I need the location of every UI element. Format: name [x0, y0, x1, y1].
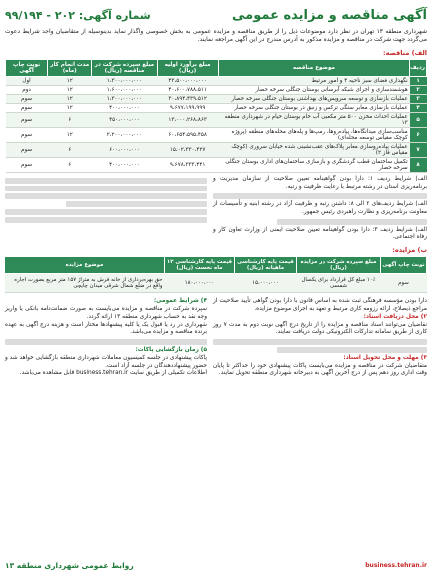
- text-line-placeholder: [5, 193, 207, 199]
- row-estimate: ۹،۶۷۷،۱۹۹،۹۹۹: [157, 103, 218, 112]
- row-deposit: ۱،۳۰۰،۰۰۰،۰۰۰: [92, 94, 157, 103]
- row-duration: ۱۲: [48, 85, 92, 94]
- row-deposit: ۶۰۰،۰۰۰،۰۰۰: [92, 142, 157, 157]
- row-number: ۴: [410, 103, 427, 112]
- row-duration: ۶: [48, 157, 92, 172]
- terms-heading: ۴) شرایط عمومی:: [153, 298, 207, 305]
- general-terms-area: [5, 298, 427, 378]
- terms-paragraph: متقاضیان شرکت در مناقصه و مزایده می‌بایست پاکات پیشنهادی خود را حداکثر تا پایان وقت اداری روز دهم پس از درج آخرین آگهی به دبیرخانه شهرداری منطقه تحویل نمایند.: [213, 362, 427, 377]
- row-round: دوم: [6, 85, 48, 94]
- intro-paragraph: شهرداری منطقه ۱۳ تهران در نظر دارد موضوعات ذیل را از طریق مناقصه و مزایده عمومی به بخش خصوصی واگذار نماید بدینوسیله از متقاضیان واجد شرایط دعوت می‌گردد جهت شرکت در مناقصه و مزایده مذکور به آدرس مندرج در این آگهی مراجعه نمایند.: [5, 28, 427, 44]
- ad-title: آگهی مناقصه و مزایده عمومی: [232, 7, 427, 23]
- terms-paragraph: پاکات پیشنهادی در جلسه کمیسیون معاملات شهرداری منطقه بازگشایی خواهد شد و حضور پیشنهاددهندگان در جلسه آزاد است.: [5, 354, 207, 369]
- row-subject: عملیات احداث مخزن ۵۰۰ متر مکعبی آب خام بوستان خیام در شهرداری منطقه ۱۳: [218, 112, 410, 127]
- col-header-estimate: مبلغ برآورد اولیه (ریال): [157, 59, 218, 76]
- text-line-placeholder: [5, 217, 207, 223]
- auction-col-subject: موضوع مزایده: [5, 257, 165, 274]
- terms-paragraph: اطلاعات تکمیلی از طریق سایت business.tehran.ir قابل مشاهده می‌باشد.: [19, 370, 207, 377]
- row-estimate: ۳۰،۸۹۴،۴۳۹،۵۱۲: [157, 94, 218, 103]
- row-deposit: ۱،۳۰۰،۰۰۰،۰۰۰: [92, 76, 157, 85]
- row-number: ۷: [410, 142, 427, 157]
- row-deposit: ۴۰۰،۰۰۰،۰۰۰: [92, 103, 157, 112]
- text-line-placeholder: [277, 347, 427, 353]
- row-estimate: ۹،۶۷۸،۳۳۳،۴۴۱: [157, 157, 218, 172]
- table-row: [6, 103, 427, 112]
- auction-header-row: [5, 257, 427, 274]
- ad-number: شماره آگهی: ۲۰۲ - ۹۹/۱۹۴: [5, 8, 151, 22]
- text-line-placeholder: [5, 186, 207, 192]
- row-number: ۸: [410, 157, 427, 172]
- row-round: سوم: [6, 127, 48, 142]
- ad-header: [5, 4, 427, 26]
- table-row: [6, 94, 427, 103]
- table-row: [6, 157, 427, 172]
- auction-monthly: ۱۵،۰۰۰،۰۰۰: [235, 274, 297, 293]
- auction-round: سوم: [381, 274, 427, 293]
- tender-section-label: الف) مناقصه:: [383, 48, 427, 57]
- tender-conditions: [213, 176, 427, 242]
- row-number: ۳: [410, 94, 427, 103]
- row-round: سوم: [6, 103, 48, 112]
- terms-paragraph: نقاضیان می‌توانند اسناد مناقصه و مزایده را از تاریخ درج آگهی نوبت دوم به مدت ۷ روز کاری از طریق سامانه تدارکات الکترونیکی دولت دریافت نمایند.: [213, 321, 427, 336]
- col-header-row-number: ردیف: [410, 59, 427, 76]
- condition-item-2: الف) شرایط ردیف‌های ۲ الی ۸: داشتن رتبه و ظرفیت آزاد در رشته ابنیه و تأسیسات از معاونت برنامه‌ریزی و نظارت راهبردی رئیس جمهور.: [213, 201, 427, 215]
- auction-subject: حق بهره‌برداری از خانه فرش به متراژ ۱۵۷ متر مربع بصورت اجاره واقع در ضلع شمال شرقی میدان چایچی: [5, 274, 165, 293]
- text-line-placeholder: [66, 201, 207, 207]
- row-duration: ۱۲: [48, 103, 92, 112]
- terms-paragraph: شهرداری در رد یا قبول یک یا کلیه پیشنهادها مختار است و هزینه درج آگهی به عهده برنده مناقصه و مزایده می‌باشد.: [5, 321, 207, 336]
- auction-section-label: ب) مزایده:: [392, 246, 427, 255]
- text-line-placeholder: [213, 193, 427, 199]
- col-header-duration: مدت انجام کار (ماه): [48, 59, 92, 76]
- row-duration: ۶: [48, 142, 92, 157]
- terms-paragraph: دارا بودن مؤسسه فرهنگی ثبت شده به اساس قانون با دارا بودن گواهی تأیید صلاحیت از مراجع ذیصلاح، ارائه رزومه کاری مرتبط و تعهد به اجرای موضوع مزایده.: [213, 298, 427, 312]
- auction-table: [4, 256, 427, 293]
- row-duration: ۱۲: [48, 76, 92, 85]
- row-subject: عملیات پیاده‌روسازی معابر پلاک‌های عقب‌نشینی شده خیابان سروری (کوچک مقیاس فاز ۲): [218, 142, 410, 157]
- row-round: اول: [6, 76, 48, 85]
- row-estimate: ۶۰،۶۵۴،۵۹۵،۴۵۸: [157, 127, 218, 142]
- public-relations-badge: روابط عمومی شهرداری منطقه ۱۳: [5, 560, 134, 570]
- row-number: ۵: [410, 112, 427, 127]
- table-row: [6, 142, 427, 157]
- row-deposit: ۲،۲۰۰،۰۰۰،۰۰۰: [92, 127, 157, 142]
- row-number: ۱: [410, 76, 427, 85]
- row-round: سوم: [6, 142, 48, 157]
- row-duration: ۶: [48, 112, 92, 127]
- row-subject: عملیات بازسازی معابر سنگی ترکس و زنبق در بوستان جنگلی سرخه حصار: [218, 103, 410, 112]
- row-estimate: ۴۳،۵۰۰،۰۰۰،۰۰۰: [157, 76, 218, 85]
- row-deposit: ۴۰۰،۰۰۰،۰۰۰: [92, 157, 157, 172]
- table-row: [6, 127, 427, 142]
- row-number: ۲: [410, 85, 427, 94]
- text-line-placeholder: [213, 339, 427, 345]
- row-estimate: ۱۵،۰۲،۳۳۰،۴۲۷: [157, 142, 218, 157]
- auction-col-monthly: قیمت پایه کارشناسی ماهیانه (ریال): [235, 257, 297, 274]
- auction-col-round: نوبت چاپ آگهی: [381, 257, 427, 274]
- row-subject: هوشمندسازی و اجرای شبکه آبرسانی بوستان جنگلی سرخه حصار: [218, 85, 410, 94]
- auction-deposit: ۱۰٪ مبلغ کل قرارداد برای یکسال شمسی: [297, 274, 381, 293]
- tender-table: [5, 59, 427, 173]
- ad-footer: [5, 558, 427, 572]
- auction-col-deposit: مبلغ سپرده شرکت در مزایده (ریال): [297, 257, 381, 274]
- text-line-placeholder: [5, 339, 207, 345]
- table-row: [6, 112, 427, 127]
- auction-yearly: ۱۸۰،۰۰۰،۰۰۰: [165, 274, 235, 293]
- col-header-deposit: مبلغ سپرده شرکت در مناقصه (ریال): [92, 59, 157, 76]
- tender-header-row: [6, 59, 427, 76]
- terms-right-column: [213, 298, 427, 378]
- row-subject: عملیات بازسازی و توسعه سرویس‌های بهداشتی بوستان جنگلی سرخه حصار: [218, 94, 410, 103]
- row-round: سوم: [6, 94, 48, 103]
- row-subject: تکمیل ساختمان قطب گردشگری و بازسازی ساختمان‌های اداری بوستان جنگلی سرخه حصار: [218, 157, 410, 172]
- auction-notes: [5, 176, 207, 242]
- terms-heading: ۳) مهلت و محل تحویل اسناد:: [343, 354, 427, 361]
- row-estimate: ۱۳،۰۰۰،۲۶۸،۸۶۳: [157, 112, 218, 127]
- row-deposit: ۴۵۰،۰۰۰،۰۰۰: [92, 112, 157, 127]
- terms-heading: ۵) زمان بازگشایی پاکات:: [135, 346, 207, 353]
- conditions-area: [5, 176, 427, 242]
- auction-col-yearly: قیمت پایه کارشناسی ۱۲ ماه نخست (ریال): [165, 257, 235, 274]
- condition-item-3: الف) شرایط ردیف ۳: دارا بودن گواهینامه تعیین صلاحیت ایمنی از وزارت تعاون کار و رفاه اجتماعی.: [213, 226, 427, 241]
- table-row: [6, 76, 427, 85]
- terms-left-column: [5, 298, 207, 378]
- terms-heading: ۲) محل دریافت اسناد:: [363, 313, 427, 320]
- text-line-placeholder: [277, 219, 427, 225]
- col-header-round: نوبت چاپ آگهی: [6, 59, 48, 76]
- condition-item-1: الف) شرایط ردیف ۱: دارا بودن گواهینامه تعیین صلاحیت از سازمان مدیریت و برنامه‌ریزی استان در رشته مرتبط با رعایت ظرفیت و رتبه.: [213, 175, 427, 190]
- row-round: سوم: [6, 157, 48, 172]
- text-line-placeholder: [5, 178, 207, 184]
- website-link[interactable]: business.tehran.ir: [365, 561, 427, 569]
- row-deposit: ۱،۶۰۰،۰۰۰،۰۰۰: [92, 85, 157, 94]
- row-round: سوم: [6, 112, 48, 127]
- row-estimate: ۴۰،۶۰۰،۷۸۸،۵۱۱: [157, 85, 218, 94]
- col-header-subject: موضوع مناقصه: [218, 59, 410, 76]
- row-subject: مناسب‌سازی میدانگاه‌ها، پیاده‌روها، رمپ‌ها و پله‌های محله‌های منطقه (پروژه کوچک مقیاس توسعه محله‌ای): [218, 127, 410, 142]
- row-number: ۶: [410, 127, 427, 142]
- table-row: [5, 274, 427, 293]
- text-line-placeholder: [5, 209, 207, 215]
- row-duration: ۱۲: [48, 127, 92, 142]
- row-duration: ۱۲: [48, 94, 92, 103]
- row-subject: نگهداری فضای سبز ناحیه ۴ و امور مرتبط: [218, 76, 410, 85]
- terms-paragraph: سپرده شرکت در مناقصه و مزایده می‌بایست به صورت ضمانت‌نامه بانکی یا واریز وجه نقد به حساب شهرداری منطقه ۱۳ ارائه گردد.: [5, 305, 207, 320]
- table-row: [6, 85, 427, 94]
